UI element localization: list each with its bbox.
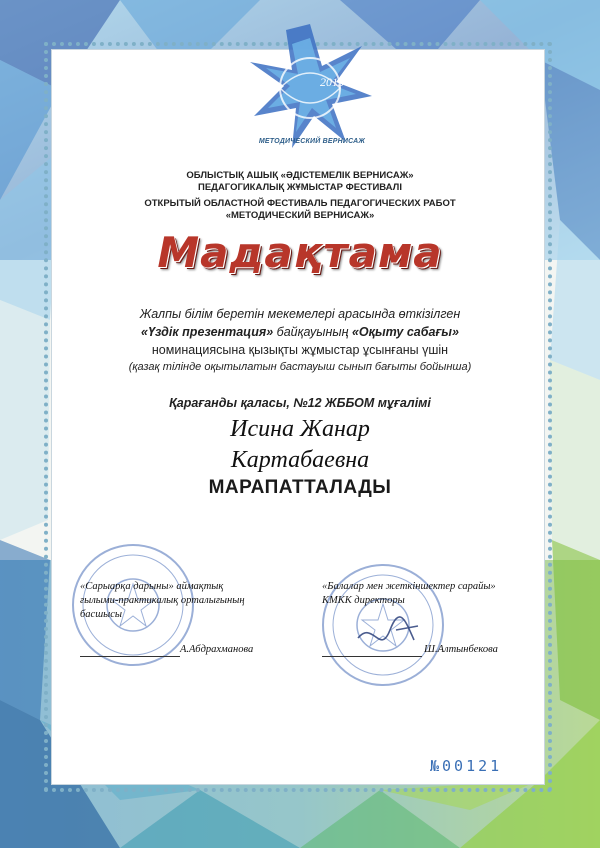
organiser-line-3: ОТКРЫТЫЙ ОБЛАСТНОЙ ФЕСТИВАЛЬ ПЕДАГОГИЧЕСКИХ РАБОТ: [144, 198, 456, 209]
body-line-1: Жалпы білім беретін мекемелері арасында өткізілген: [139, 307, 461, 321]
body-line-4: (қазақ тілінде оқытылатын бастауыш сынып бағыты бойынша): [128, 361, 472, 373]
organiser-line-4: «МЕТОДИЧЕСКИЙ ВЕРНИСАЖ»: [225, 210, 375, 221]
recipient-name-line-1: Исина Жанар: [230, 416, 370, 442]
nomination-name: «Оқыту сабағы»: [351, 325, 459, 339]
awarded-text: МАРАПАТТАЛАДЫ: [208, 477, 392, 498]
contest-name: «Үздік презентация»: [141, 325, 274, 339]
right-signatory-line-1: «Балалар мен жеткіншектер сарайы»: [322, 581, 496, 592]
certificate-title: Мадақтама: [157, 228, 443, 277]
certificate-number: №00121: [430, 757, 503, 775]
left-signatory-name: А.Абдрахманова: [180, 644, 254, 655]
right-signatory: [322, 580, 522, 608]
logo-caption: МЕТОДИЧЕСКИЙ ВЕРНИСАЖ: [258, 138, 366, 145]
right-signatory-name: Ш.Алтынбекова: [424, 644, 498, 655]
organiser-line-2: ПЕДАГОГИКАЛЫҚ ЖҰМЫСТАР ФЕСТИВАЛІ: [198, 182, 402, 193]
left-signatory: [80, 580, 280, 622]
body-line-3: номинациясына қызықты жұмыстар ұсынғаны үшін: [151, 343, 449, 357]
right-signatory-line-2: КМКК директоры: [322, 595, 405, 606]
left-signatory-line-2: ғылыми-практикалық орталығының: [80, 595, 245, 606]
recipient-school: Қарағанды қаласы, №12 ЖББОМ мұғалімі: [169, 396, 431, 410]
body-line-2-mid: байқауының: [273, 325, 352, 339]
body-line-2: [80, 325, 520, 339]
logo-year: 2015: [320, 75, 344, 89]
left-signature-line: [80, 656, 180, 657]
left-signatory-line-3: басшысы: [80, 609, 122, 620]
recipient-name-line-2: Картабаевна: [230, 447, 370, 473]
festival-logo: [248, 8, 372, 158]
right-signature-line: [322, 656, 422, 657]
organiser-line-1: ОБЛЫСТЫҚ АШЫҚ «ӘДІСТЕМЕЛІК ВЕРНИСАЖ»: [186, 170, 414, 181]
left-signatory-line-1: «Сарыарқа дарыны» аймақтық: [80, 581, 224, 592]
